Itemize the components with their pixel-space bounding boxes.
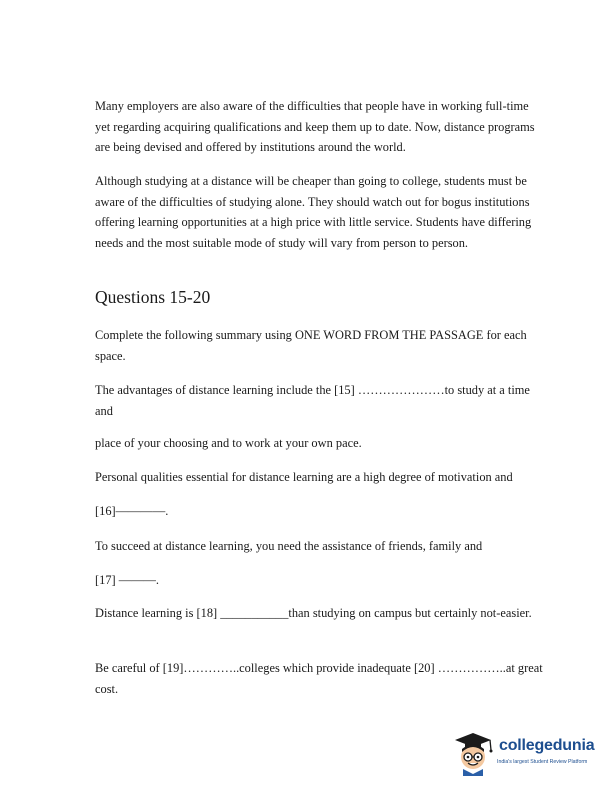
passage-paragraph-2: Although studying at a distance will be cheaper than going to college, students must be aware of the difficulties of studying alone. They should watch out for bogus institutions offering learning opportunities at a high price with little service. Students have differing needs and the most suitable mode of study will vary from person to person. [95,174,532,250]
question-17-line-2: [17] ———. [95,573,160,587]
logo-wordmark: collegedunia [499,737,595,754]
question-19-20: Be careful of [19]…………..colleges which provide inadequate [20] ……………..at great cost. [95,661,543,696]
instruction-text: Complete the following summary using ONE WORD FROM THE PASSAGE for each space. [95,328,527,363]
collegedunia-logo [451,730,596,776]
questions-heading: Questions 15-20 [95,287,211,307]
passage-paragraph-1: Many employers are also aware of the difficulties that people have in working full-time yet regarding acquiring qualifications and keep them up to date. Now, distance programs are being devised and offered by institutions around the world. [95,99,535,154]
question-15-line-1: The advantages of distance learning include the [15] …………………to study at a time and [95,383,530,418]
question-17-line-1: To succeed at distance learning, you need the assistance of friends, family and [95,539,483,553]
mascot-icon [451,730,497,776]
question-16-line-2: [16]————. [95,504,169,518]
question-16-line-1: Personal qualities essential for distance learning are a high degree of motivation and [95,470,513,484]
question-18: Distance learning is [18] ___________than studying on campus but certainly not-easier. [95,606,532,620]
logo-tagline: India's largest Student Review Platform [497,759,588,765]
question-15-line-2: place of your choosing and to work at your own pace. [95,436,362,450]
